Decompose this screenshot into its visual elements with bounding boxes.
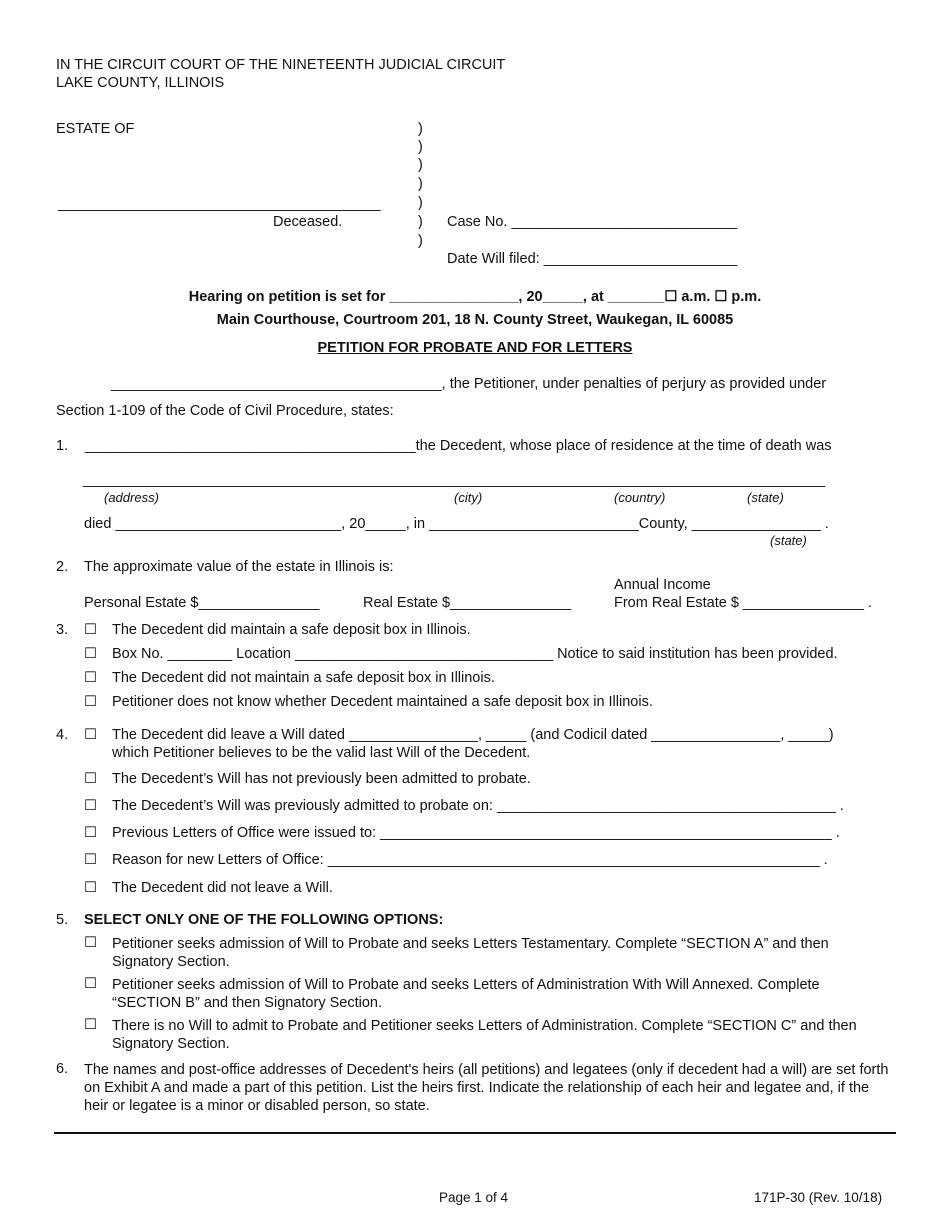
state-label: (state) <box>747 490 784 505</box>
petitioner-name-line[interactable]: _________________________________________, the Petitioner, under penalties of perjury as provided under <box>111 376 827 392</box>
previous-letters-option[interactable]: Previous Letters of Office were issued to: ________________________________________________________ . <box>112 825 840 841</box>
item-number: 6. <box>56 1061 69 1077</box>
checkbox[interactable]: ☐ <box>84 670 97 686</box>
checkbox[interactable]: ☐ <box>84 825 97 841</box>
estate-of-label: ESTATE OF <box>56 121 135 137</box>
item-number: 3. <box>56 622 69 638</box>
intro-statement: Section 1-109 of the Code of Civil Procedure, states: <box>56 403 394 419</box>
death-date-place-line[interactable]: died ____________________________, 20_____, in __________________________County, ________________ . <box>84 516 829 532</box>
item-number: 1. <box>56 438 69 454</box>
caption-paren: ) <box>418 233 423 249</box>
courthouse-address: Main Courthouse, Courtroom 201, 18 N. County Street, Waukegan, IL 60085 <box>216 312 734 328</box>
checkbox[interactable]: ☐ <box>84 694 97 710</box>
checkbox[interactable]: ☐ <box>84 852 97 868</box>
real-estate-field[interactable]: Real Estate $_______________ <box>363 595 572 611</box>
heirs-statement: The names and post-office addresses of Decedent's heirs (all petitions) and legatees (only if decedent had a will) are set forth on Exhibit A and made a part of this petition. List the heirs first. Indicate the relationship of each heir and legatee and, if the heir or legatee is a minor or disabled person, so state. <box>84 1062 889 1114</box>
section-b-option: Petitioner seeks admission of Will to Probate and seeks Letters of Administration With Will Annexed. Complete “SECTION B” and then Signatory Section. <box>112 977 820 1011</box>
checkbox[interactable]: ☐ <box>84 771 97 787</box>
will-dated-option[interactable]: The Decedent did leave a Will dated ________________, _____ (and Codicil dated ________________, _____) <box>112 727 834 743</box>
page-number: Page 1 of 4 <box>439 1190 509 1205</box>
deceased-label: Deceased. <box>273 214 343 230</box>
annual-income-field[interactable]: From Real Estate $ _______________ . <box>614 595 872 611</box>
caption-paren: ) <box>418 121 423 137</box>
checkbox[interactable]: ☐ <box>84 798 97 814</box>
section-c-option: There is no Will to admit to Probate and Petitioner seeks Letters of Administration. Complete “SECTION C” and then Signatory Section. <box>112 1018 857 1052</box>
country-label: (country) <box>614 490 666 505</box>
court-name: IN THE CIRCUIT COURT OF THE NINETEENTH JUDICIAL CIRCUIT <box>56 57 506 73</box>
case-number-field[interactable]: Case No. ____________________________ <box>447 214 738 230</box>
checkbox[interactable]: ☐ <box>84 880 97 896</box>
box-location-option[interactable]: Box No. ________ Location ________________________________ Notice to said institution has been provided. <box>112 646 838 662</box>
annual-income-label: Annual Income <box>614 577 711 593</box>
form-number: 171P-30 (Rev. 10/18) <box>754 1190 883 1205</box>
date-will-filed-field[interactable]: Date Will filed: ________________________ <box>447 251 738 267</box>
checkbox[interactable]: ☐ <box>84 1017 97 1033</box>
safe-deposit-did-option: The Decedent did maintain a safe deposit box in Illinois. <box>112 622 471 638</box>
safe-deposit-did-not-option: The Decedent did not maintain a safe deposit box in Illinois. <box>112 670 495 686</box>
page-title: PETITION FOR PROBATE AND FOR LETTERS <box>317 340 633 356</box>
select-one-heading: SELECT ONLY ONE OF THE FOLLOWING OPTIONS: <box>84 912 444 928</box>
item-number: 5. <box>56 912 69 928</box>
decedent-name-line[interactable]: ________________________________________ <box>58 196 381 212</box>
address-label: (address) <box>104 490 159 505</box>
caption-paren: ) <box>418 176 423 192</box>
item-number: 4. <box>56 727 69 743</box>
checkbox[interactable]: ☐ <box>84 622 97 638</box>
caption-paren: ) <box>418 214 423 230</box>
will-valid-text: which Petitioner believes to be the valid last Will of the Decedent. <box>112 745 531 761</box>
will-previously-admitted-option[interactable]: The Decedent’s Will was previously admitted to probate on: __________________________________________ . <box>112 798 844 814</box>
section-a-option: Petitioner seeks admission of Will to Probate and seeks Letters Testamentary. Complete “SECTION A” and then Signatory Section. <box>112 936 829 970</box>
decedent-name-field[interactable]: _________________________________________the Decedent, whose place of residence at the time of death was <box>85 438 832 454</box>
hearing-line[interactable]: Hearing on petition is set for ________________, 20_____, at _______☐ a.m. ☐ p.m. <box>188 289 762 305</box>
caption-paren: ) <box>418 195 423 211</box>
item-number: 2. <box>56 559 69 575</box>
checkbox[interactable]: ☐ <box>84 935 97 951</box>
personal-estate-field[interactable]: Personal Estate $_______________ <box>84 595 320 611</box>
checkbox[interactable]: ☐ <box>84 727 97 743</box>
checkbox[interactable]: ☐ <box>84 646 97 662</box>
safe-deposit-unknown-option: Petitioner does not know whether Decedent maintained a safe deposit box in Illinois. <box>112 694 653 710</box>
city-label: (city) <box>454 490 483 505</box>
caption-paren: ) <box>418 139 423 155</box>
will-not-admitted-option: The Decedent’s Will has not previously been admitted to probate. <box>112 771 531 787</box>
state-label: (state) <box>770 533 807 548</box>
reason-new-letters-option[interactable]: Reason for new Letters of Office: _____________________________________________________________ . <box>112 852 828 868</box>
estate-value-heading: The approximate value of the estate in Illinois is: <box>84 559 394 575</box>
residence-address-line[interactable]: ____________________________________________________________________________________________ <box>83 472 825 488</box>
county-name: LAKE COUNTY, ILLINOIS <box>56 75 225 91</box>
footer-divider <box>54 1132 896 1134</box>
no-will-option: The Decedent did not leave a Will. <box>112 880 333 896</box>
caption-paren: ) <box>418 157 423 173</box>
checkbox[interactable]: ☐ <box>84 976 97 992</box>
